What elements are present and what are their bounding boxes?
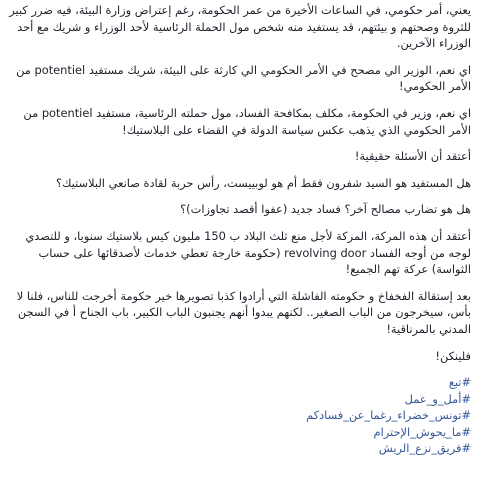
post-paragraph: فلينكن! bbox=[435, 348, 471, 363]
post-paragraph: هل المستفيد هو السيد شفرون فقط أم هو لوبييست، رأس حربة لقادة صانعي البلاستيك؟ bbox=[56, 175, 471, 190]
post-paragraph: هل هو تضارب مصالح آخر؟ فساد جديد (عفوا أقصد تجاوزات)؟ bbox=[180, 202, 471, 217]
hashtag-link[interactable]: #ما_يحوش_الإحترام bbox=[373, 424, 471, 439]
post-paragraph: يعني، أمر حكومي، في الساعات الأخيرة من عمر الحكومة، رغم إعتراض وزارة البيئة، فيه ضرر كبير للثروة وصحتهم و بيئتهم، قد يستفيد منه شخص مول الحملة الرئاسية لأحد الوزراء و شريك مع أحد الوزراء الآخرين. bbox=[9, 3, 471, 51]
hashtag-link[interactable]: #أمل_و_عمل bbox=[404, 391, 471, 406]
post-paragraph: اي نعم، وزير في الحكومة، مكلف بمكافحة الفساد، مول حملته الرئاسية، مستفيد potentiel من الأمر الحكومي الذي يذهب عكس سياسة الدولة في القضاء على البلاستيك! bbox=[23, 105, 471, 137]
post-paragraph: أعتقد أن الأسئلة حقيقية! bbox=[354, 149, 471, 164]
hashtag-link[interactable]: #تبع bbox=[448, 375, 471, 390]
post-paragraph: بعد إستقالة الفخفاخ و حكومته الفاشلة التي أرادوا كذبا تصويرها خير حكومة أخرجت للناس، فلنا لا بأس، سيخرجون من الباب الصغير.. لكنهم يبدوا أنهم يجنبون الباب الكبير، باب الجناح أ في السجن المدني بالمرناقية! bbox=[16, 288, 471, 336]
hashtag-list bbox=[6, 374, 471, 457]
post-paragraph: اي نعم، الوزير الي مصحح في الأمر الحكومي الي كارثة على البيئة، شريك مستفيد potentiel من الأمر الحكومي! bbox=[16, 62, 471, 94]
post-paragraph: أعتقد أن هذه المركة، المركة لأجل منع ثلث البلاد ب 150 مليون كيس بلاستيك سنويا، و للتصدي لوجه من أوجه الفساد revolving door (حكومة خارجة تعطي خدمات لأصدقائها على حساب الثواسة) عركة تهم الجميع! bbox=[25, 228, 471, 277]
hashtag-link[interactable]: #فريق_نزع_الريش bbox=[378, 441, 471, 456]
hashtag-link[interactable]: #تونس_خضراء_رغما_عن_فسادكم bbox=[306, 408, 471, 423]
